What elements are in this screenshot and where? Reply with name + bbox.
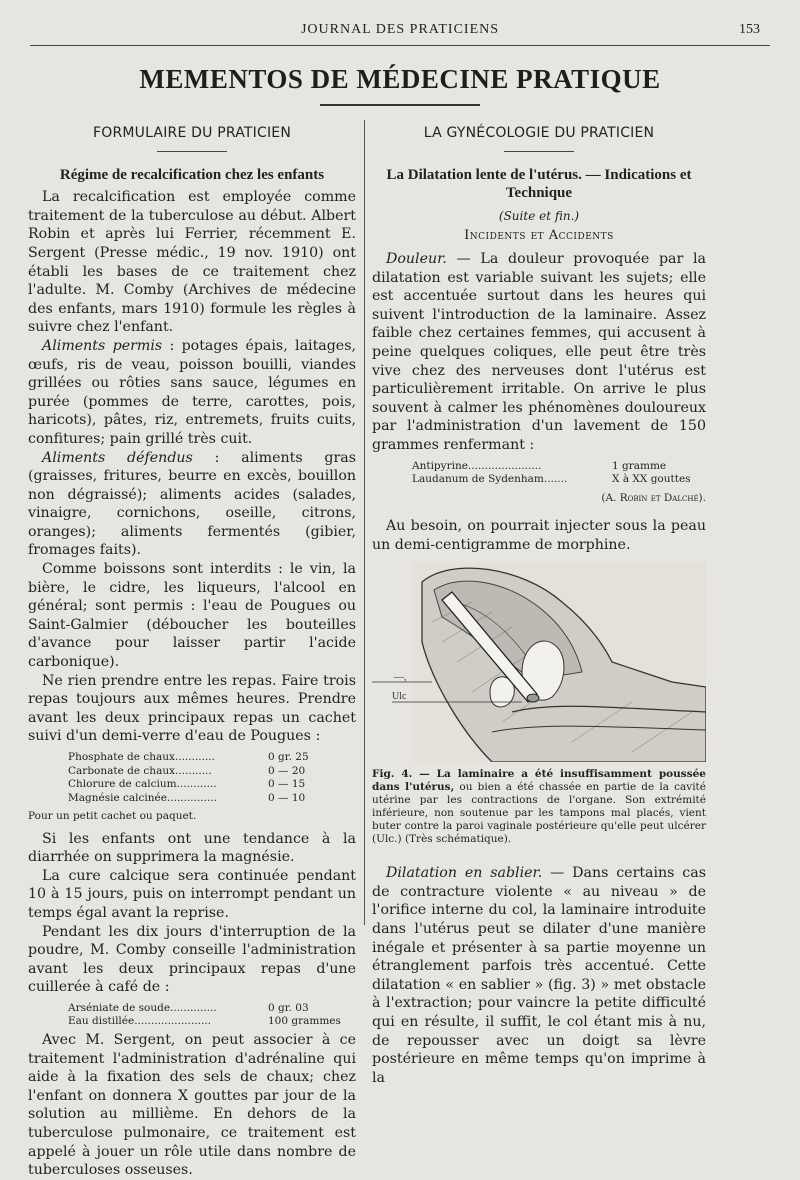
paragraph: La recalcification est employée comme traitement de la tuberculose au début. Albert Robin et après lui Ferrier, récemment E. Sergent (Presse médic., 19 nov. 1910) ont établi les bases de ce traitement chez l'adulte. M. Comby (Archives de médecine des enfants, mars 1910) formule les règles à suivre chez l'enfant. (28, 189, 356, 336)
article-title-dilatation: La Dilatation lente de l'utérus. — Indications et Technique (386, 166, 692, 202)
lead-term: Aliments défendus (42, 449, 193, 466)
paragraph: Ne rien prendre entre les repas. Faire trois repas toujours aux mêmes heures. Prendre avant les deux principaux repas un cachet suivi d'un demi-verre d'eau de Pougues : (28, 672, 356, 745)
page-number: 153 (739, 22, 760, 37)
lead-term: Aliments permis (42, 337, 163, 354)
prescription-arsenic (68, 1002, 356, 1029)
article-subtitle: (Suite et fin.) (498, 208, 580, 223)
column-divider (364, 120, 365, 925)
main-title: MEMENTOS DE MÉDECINE PRATIQUE (139, 64, 661, 94)
paragraph: Comme boissons sont interdits : le vin, la bière, le cidre, les liqueurs, l'alcool en général; sont permis : l'eau de Pougues ou Saint-Galmier (déboucher les bouteilles d'avance pour laisser partir l'acide carbonique). (28, 561, 356, 671)
running-head (30, 22, 770, 42)
ulc-label: Ulc (392, 691, 407, 703)
section-heading-gynecologie: LA GYNÉCOLOGIE DU PRATICIEN (423, 125, 655, 141)
prescription-lavement (412, 460, 706, 487)
header-rule (30, 45, 770, 46)
prescription-line: Carbonate de chaux........... 0 — 20 (68, 764, 306, 777)
svg-text:—,: —, (394, 672, 407, 684)
paragraph: Douleur. — La douleur provoquée par la dilatation est variable suivant les sujets; elle est accentuée surtout dans les heures qui suivent l'introduction de la laminaire. Assez faible chez certaines femmes, qui accusent à peine quelques coliques, elle peut être très vive chez des nerveuses dont l'utérus est particulièrement irritable. On arrive le plus souvent à calmer les phénomènes douloureux par l'administration d'un lavement de 150 grammes renfermant : (372, 250, 706, 453)
lead-term: Douleur. (386, 250, 447, 267)
journal-title: JOURNAL DES PRATICIENS (300, 22, 500, 37)
prescription-line: Phosphate de chaux............ 0 gr. 25 (68, 751, 309, 763)
section-rule (157, 151, 227, 152)
lead-term: Dilatation en sablier. (386, 865, 543, 882)
section-rule (504, 151, 574, 152)
title-rule (320, 104, 480, 106)
prescription-line: Antipyrine...................... 1 gramme (412, 459, 667, 472)
paragraph: Si les enfants ont une tendance à la diarrhée on supprimera la magnésie. (28, 830, 356, 866)
prescription-line: Eau distillée....................... 100 grammes (68, 1015, 341, 1028)
uterus-laminaria-illustration (372, 562, 706, 762)
section-heading-formulaire: FORMULAIRE DU PRATICIEN (92, 125, 292, 141)
prescription-signature: (A. Robin et Dalché). (601, 491, 706, 504)
anatomical-figure (372, 562, 706, 762)
paragraph: Aliments permis : potages épais, laitages, œufs, ris de veau, poisson bouilli, viandes grillées ou rôties sans sauce, légumes en purée (pommes de terre, carottes, pois, haricots), pâtes, riz, entremets, fruits cuits, confitures; pain grillé très cuit. (28, 337, 356, 447)
article-title-recalcification: Régime de recalcification chez les enfants (59, 166, 325, 183)
paragraph: Au besoin, on pourrait injecter sous la peau un demi-centigramme de morphine. (372, 518, 706, 553)
paragraph: La cure calcique sera continuée pendant 10 à 15 jours, puis on interrompt pendant un temps égal avant la reprise. (28, 867, 356, 921)
prescription-line: Arséniate de soude.............. 0 gr. 03 (68, 1001, 309, 1014)
left-column (28, 120, 356, 1180)
right-column (372, 120, 706, 1087)
paragraph: Aliments défendus : aliments gras (graisses, fritures, beurre en excès, bouillon non dégraissé); aliments acides (salades, vinaigre, cornichons, oseille, citrons, oranges); aliments fermentés (gibier, fromages faits). (28, 449, 357, 559)
paragraph: Avec M. Sergent, on peut associer à ce traitement l'administration d'adrénaline qui aide à la fixation des sels de chaux; chez l'enfant on donnera X gouttes par jour de la solution au millième. En dehors de la tuberculose pulmonaire, ce traitement est appelé à jouer un rôle utile dans nombre de tuberculoses osseuses. (28, 1031, 356, 1179)
figure-caption: Fig. 4. — La laminaire a été insuffisamment poussée dans l'utérus, ou bien a été chassée en partie de la cavité utérine par les contractions de l'organe. Son extrémité inférieure, non soutenue par les tampons mal placés, vient buter contre la paroi vaginale postérieure qu'elle peut ulcérer (Ulc.) (Très schématique). (372, 768, 706, 846)
prescription-line: Laudanum de Sydenham....... X à XX gouttes (412, 473, 691, 485)
subheading-incidents: Incidents et Accidents (464, 228, 614, 244)
prescription-note: Pour un petit cachet ou paquet. (28, 810, 197, 822)
prescription-line: Chlorure de calcium............ 0 — 15 (68, 778, 306, 790)
prescription-cachet (68, 751, 356, 805)
prescription-line: Magnésie calcinée............... 0 — 10 (68, 791, 306, 804)
paragraph: Pendant les dix jours d'interruption de la poudre, M. Comby conseille l'administration avant les deux principaux repas d'une cuillerée à café de : (28, 923, 356, 996)
paragraph: Dilatation en sablier. — Dans certains cas de contracture violente « au niveau » de l'orifice interne du col, la laminaire introduite dans l'utérus peut se dilater d'une manière inégale et présenter à sa partie moyenne un étranglement parfois très accentué. Cette dilatation « en sablier » (fig. 3) » met obstacle à l'extraction; pour vaincre la petite difficulté qui en résulte, il suffit, le col étant mis à nu, de repousser avec un doigt sa lèvre postérieure en même temps qu'on imprime à la (372, 865, 706, 1086)
